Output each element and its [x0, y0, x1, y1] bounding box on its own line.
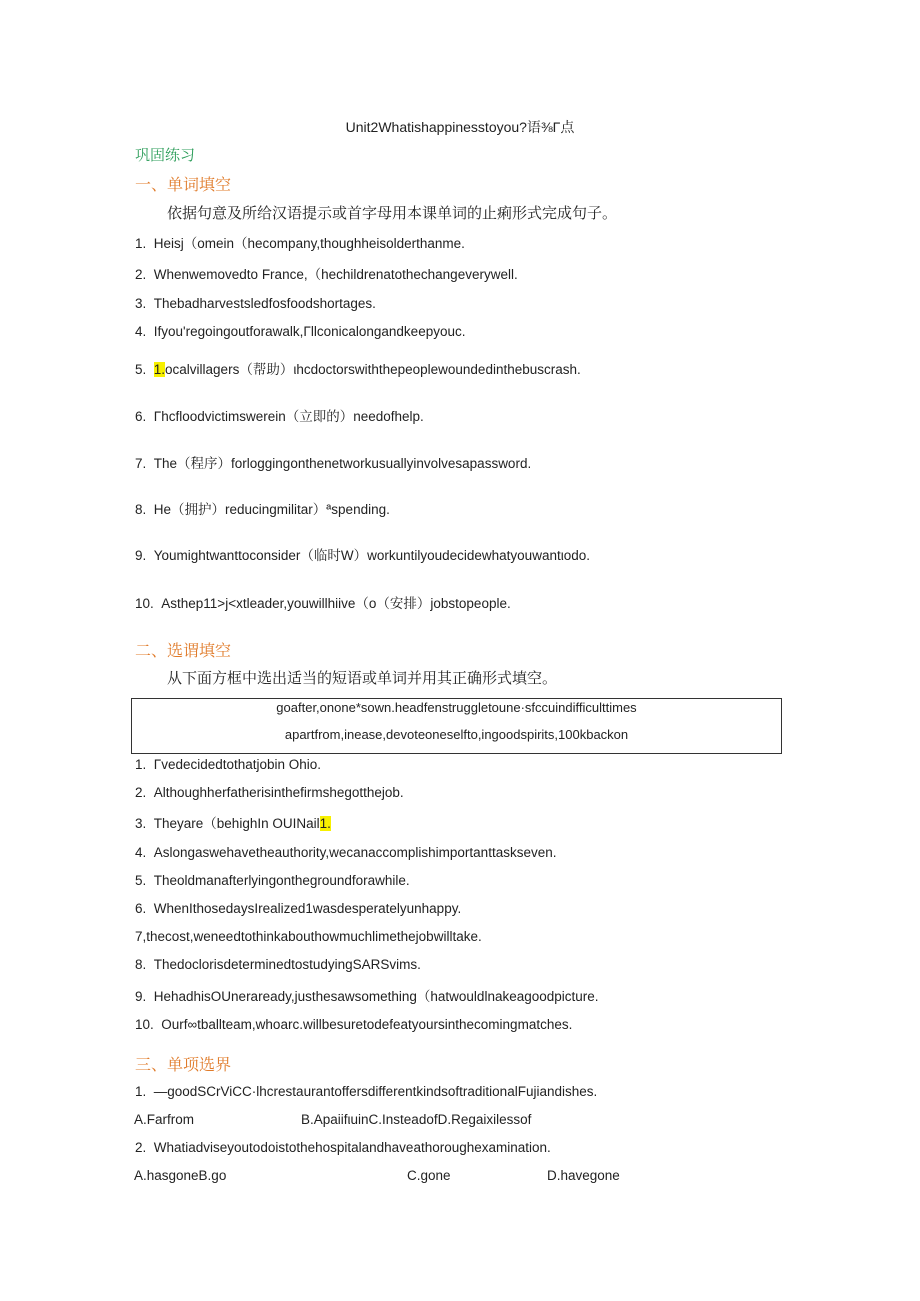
option-c: C.gone	[407, 1168, 451, 1183]
word-box-line: apartfrom,inease,devoteoneselfto,ingoodspirits,100kbackon	[284, 727, 629, 742]
list-item: 5. Theoldmanafterlyingonthegroundforawhile.	[135, 873, 410, 888]
list-item: 6. WhenIthosedaysIrealized1wasdesperatelyunhappy.	[135, 901, 462, 916]
list-item: 9. Youmightwanttoconsider（临时W）workuntilyoudecidewhatyouwantιodo.	[135, 548, 590, 563]
list-item: 7,thecost,weneedtothinkabouthowmuchlimethejobwilltake.	[135, 929, 482, 944]
list-item: 10. Ourf∞tballteam,whoarc.willbesuretodefeatyoursinthecomingmatches.	[135, 1017, 573, 1032]
highlight-mark: 1.	[153, 362, 166, 377]
section2-heading: 二、选谓填空	[135, 643, 232, 660]
list-item: 8. ThedoclorisdeterminedtostudyingSARSvims.	[135, 957, 421, 972]
option-a: A.Farfrom	[134, 1112, 195, 1127]
options-ab: A.hasgoneB.go	[134, 1168, 227, 1183]
list-item: 4. Aslongaswehavetheauthority,wecanaccomplishimportanttasksevеn.	[135, 845, 557, 860]
list-item: 6. Γhcfloodvictimswerein（立即的）needofhelp.	[135, 409, 424, 424]
highlight-mark: 1.	[319, 816, 331, 831]
item-number: 5.	[135, 362, 154, 377]
list-item	[135, 812, 331, 832]
list-item: 1. Γvedecidedtothatjobin Ohio.	[135, 757, 322, 772]
list-item: 9. HehadhisOUneraready,justhesawsomething（hatwouldlnakeagoodpicture.	[135, 989, 599, 1004]
options-bcd: B.ApaiifιuinC.InsteadofD.Regaixilessof	[301, 1112, 532, 1127]
list-item: 8. He（拥护）reducingmilitar）ªspending.	[135, 502, 390, 517]
section1-heading: 一、单词填空	[135, 177, 232, 194]
list-item: 2. Althoughherfatherisinthefirmshegotthejob.	[135, 785, 404, 800]
item-number: 3.	[135, 816, 154, 831]
question: 2. Whatiadviseyoutodoistothehospitalandhaveathoroughexamination.	[135, 1140, 551, 1155]
list-item: 10. Asthep11>j<xtleader,youwillhiive（o（安排）jobstopeople.	[135, 596, 511, 611]
section3-heading: 三、单项选界	[135, 1057, 232, 1074]
word-box	[131, 698, 782, 754]
item-text: Theyare（behighIn OUINail	[153, 816, 320, 831]
list-item	[135, 358, 581, 378]
page-title: Unit2Whatishappinesstoyou?语⅜Γ点	[345, 119, 575, 135]
section2-instruction: 从下面方框中选出适当的短语或单词并用其正确形式填空。	[167, 670, 558, 687]
list-item: 4. Ifyou'regoingoutforawalk,Γllconicalongandkeepyouc.	[135, 324, 466, 339]
list-item: 3. Thebadharvestsledfosfoodshortages.	[135, 296, 376, 311]
list-item: 7. The（程序）forloggingonthenetworkusuallyinvolvesapassword.	[135, 456, 532, 471]
list-item: 2. Whenwemovedto France,（hechildrenatothechangeverywell.	[135, 267, 518, 282]
word-box-line: goafter,onone*sown.headfenstruggletoune·sfccuindifficulttimes	[276, 700, 637, 715]
item-text: ocalvillagers（帮助）ιhcdoctorswiththepeoplewoundedinthebuscrash.	[165, 362, 581, 377]
list-item: 1. Heisj（omein（hecompany,thoughheisolderthanme.	[135, 236, 465, 251]
question: 1. —goodSCrViCC·lhcrestaurantoffersdifferentkindsoftraditionalFujiandishes.	[135, 1084, 598, 1099]
option-d: D.havegone	[547, 1168, 620, 1183]
section-main-heading: 巩固练习	[135, 147, 196, 164]
section1-instruction: 依据句意及所给汉语提示或首字母用本课单词的止痢形式完成句子。	[167, 205, 618, 222]
